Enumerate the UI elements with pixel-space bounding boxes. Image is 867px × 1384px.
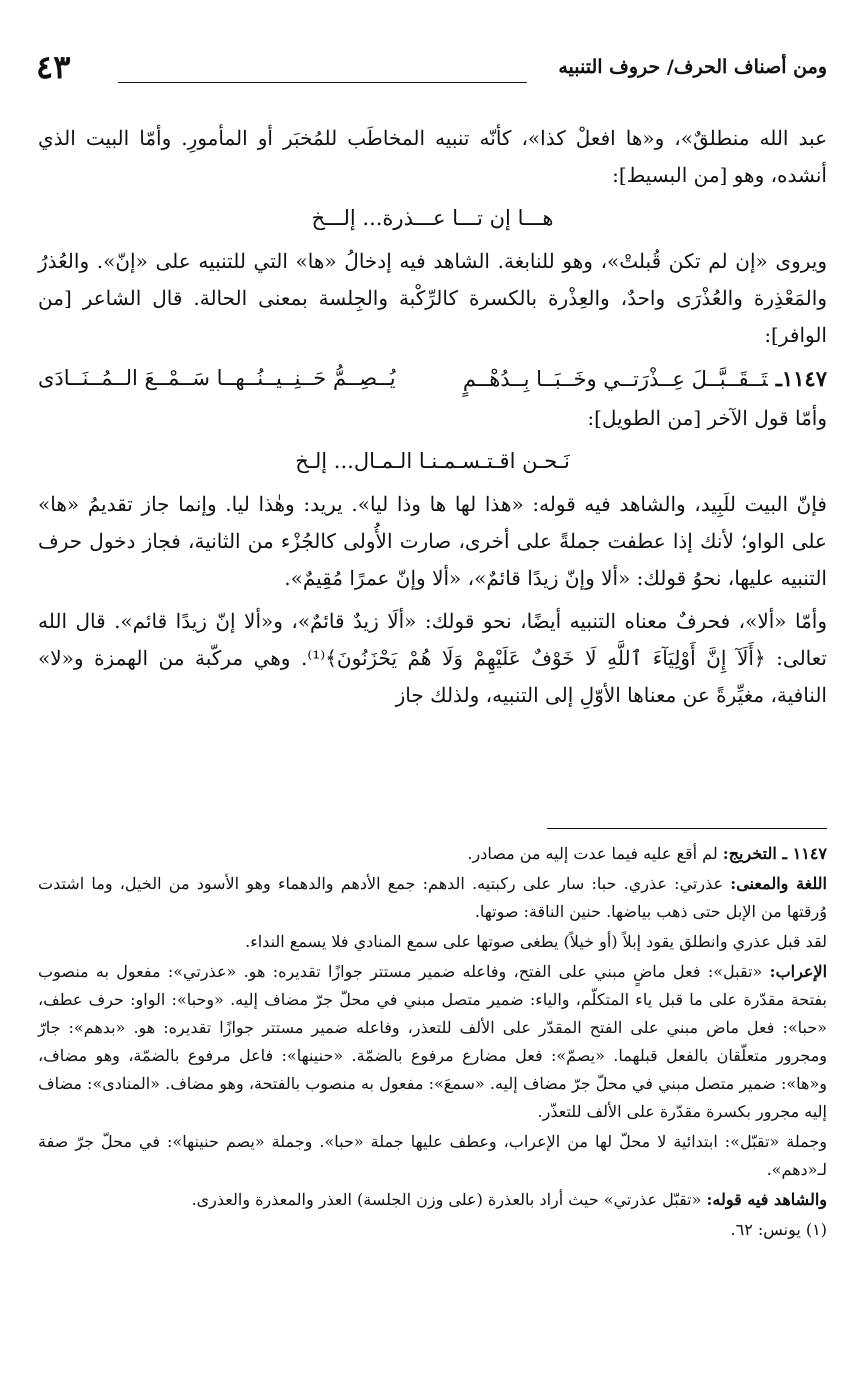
footnote-reference: (١) يونس: ٦٢.	[730, 1220, 827, 1239]
verse-first-hemistich	[463, 360, 827, 398]
hemistich-text: تَــقَــبَّــلَ عِــذْرَتــي وخَــبَــا بِــدُهْــمٍ	[462, 367, 768, 391]
running-title: ومن أصناف الحرف/ حروف التنبيه	[558, 56, 827, 78]
verse-number: ١١٤٧ـ	[775, 366, 827, 391]
footnote-label: اللغة والمعنى:	[730, 874, 827, 893]
paragraph: وأمّا قول الآخر [من الطويل]:	[587, 406, 827, 430]
footnote-label: الإعراب:	[769, 962, 828, 981]
footnote-text: «تقبل»: فعل ماضٍ مبني على الفتح، وفاعله ضمير مستتر جوازًا تقديره: هو. «عذرتي»: مفعول به منصوب بفتحة مقدّرة على ما قبل ياء المتكلّم، والياء: ضمير متصل مبني في محلّ جرّ مضاف إليه. «وحبا»: الواو: حرف عطف، «حبا»: فعل ماض مبني على الفتح المقدّر على الألف للتعذر، وفاعله ضمير مستتر جوازًا تقديره: هو. «بدهم»: جارّ ومجرور متعلّقان بالفعل قبلهما. «يصمّ»: فعل مضارع مرفوع بالضمّة. «حنينها»: فاعل مرفوع بالضمّة، وهو مضاف، و«ها»: ضمير متصل مبني في محلّ جرّ مضاف إليه. «سمعَ»: مفعول به منصوب بالفتحة، وهو مضاف. «المنادى»: مضاف إليه مجرور بكسرة مقدّرة على الألف للتعذّر.	[38, 962, 827, 1121]
footnote-jumla: وجملة «تقبّل»: ابتدائية لا محلّ لها من الإعراب، وعطف عليها جملة «حبا». وجملة «يصم حنينها»: في محلّ جرّ صفة لـ«دهم».	[38, 1132, 827, 1179]
verse-line: هـــا إن تـــا عـــذرة... إلـــخ	[311, 206, 554, 230]
footnote-lugha	[38, 870, 827, 926]
verse-line: نَـحـن اقـتـسـمـنـا الـمـال... إلـخ	[295, 449, 570, 473]
footnote-text: «تقبّل عذرتي» حيث أراد بالعذرة (على وزن الجلسة) العذر والمعذرة والعذرى.	[191, 1190, 702, 1209]
paragraph: فإنّ البيت للَبِيد، والشاهد فيه قوله: «هذا لها ها وذا ليا». يريد: وهٰذا ليا. وإنما جاز تقديمُ «ها» على الواو؛ لأنك إذا عطفت جملةً على أخرى، صارت الأُولى كالجُزْء من الثانية، فجاز دخول حرف التنبيه عليها، نحوُ قولك: «ألا وإنّ زيدًا قائمٌ»، «ألا وإنّ عمرًا مُقِيمٌ».	[38, 492, 827, 590]
footnote-label: ١١٤٧ ـ التخريج:	[722, 844, 827, 863]
numbered-verse	[38, 360, 827, 398]
footnote-text: لم أقع عليه فيما عدت إليه من مصادر.	[467, 844, 718, 863]
footnote-irab	[38, 958, 827, 1126]
paragraph: عبد الله منطلقٌ»، و«ها افعلْ كذا»، كأنّه تنبيه المخاطَب للمُخبَر أو المأمورِ. وأمّا البيت الذي أنشده، وهو [من البسيط]:	[38, 126, 827, 187]
paragraph: ويروى «إن لم تكن قُبلتْ»، وهو للنابغة. الشاهد فيه إدخالُ «ها» التي للتنبيه على «إنّ». والعُذرُ والمَعْذِرة والعُذْرَى واحدٌ، والعِذْرة بالكسرة كالرِّكْبة والجِلسة بمعنى الحالة. قال الشاعر [من الوافر]:	[38, 249, 827, 347]
footnote-takhrij	[38, 840, 827, 868]
main-text	[38, 120, 827, 720]
footnote-meaning: لقد قبل عذري وانطلق يقود إبلاً (أو خيلاً) يطغى صوتها على سمع المنادي فلا يسمع النداء.	[245, 932, 827, 951]
header-rule	[118, 82, 527, 83]
footnote-text: عذرتي: عذري. حبا: سار على ركبتيه. الدهم: جمع الأدهم والدهماء وهو الأسود من الخيل، وما اشتدت وُرقتها من الإبل حتى ذهب بياضها. حنين الناقة: صوتها.	[38, 874, 827, 921]
verse-second-hemistich: يُــصِــمُّ حَــنِــيــنُــهــا سَــمْــعَ الــمُــنَــادَى	[38, 366, 396, 390]
page-header	[36, 48, 827, 94]
footnote-separator	[547, 828, 827, 829]
page-number: ٤٣	[36, 48, 71, 86]
footnote-label: والشاهد فيه قوله:	[706, 1190, 827, 1209]
footnotes	[38, 840, 827, 1246]
footnote-shahid	[38, 1186, 827, 1214]
paragraph: وأمّا «ألا»، فحرفٌ معناه التنبيه أيضًا، نحو قولك: «ألَا زيدٌ قائمٌ»، و«ألا إنّ زيدًا قائم». قال الله تعالى: ﴿أَلَآ إِنَّ أَوْلِيَآءَ ٱللَّهِ لَا خَوْفٌ عَلَيْهِمْ وَلَا هُمْ يَحْزَنُونَ﴾⁽¹⁾. وهي مركّبة من الهمزة و«لا» النافية، مغيِّرةً عن معناها الأوّلِ إلى التنبيه، ولذلك جاز	[38, 609, 827, 707]
